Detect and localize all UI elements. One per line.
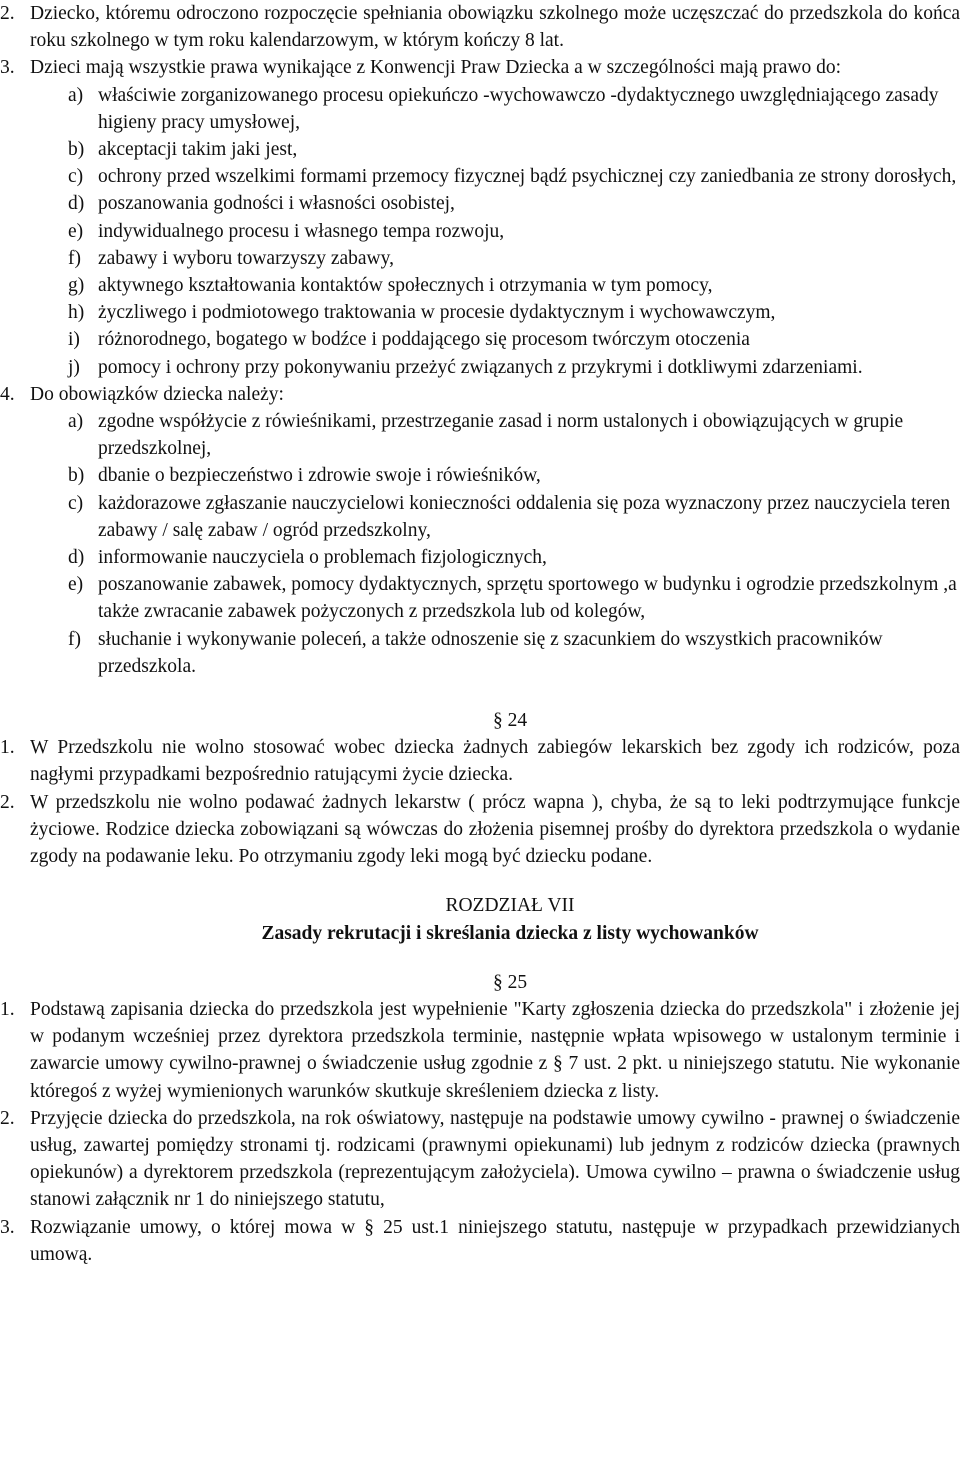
item-text: różnorodnego, bogatego w bodźce i poddającego się procesom twórczym otoczenia — [98, 329, 750, 351]
paragraph-text: Rozwiązanie umowy, o której mowa w § 25 ust.1 niniejszego statutu, następuje w przypadkach przewidzianych umową. — [30, 1216, 960, 1265]
item-text: zgodne współżycie z rówieśnikami, przestrzeganie zasad i norm ustalonych i obowiązujących w grupie przedszkolnej, — [98, 411, 904, 460]
section-24-paragraph-2 — [0, 789, 960, 871]
paragraph-number: 4. — [0, 383, 15, 405]
item-text: słuchanie i wykonywanie poleceń, a także odnoszenie się z szacunkiem do wszystkich pracowników przedszkola. — [98, 628, 883, 677]
section-symbol-25: § 25 — [492, 971, 528, 993]
list-item — [0, 490, 960, 544]
spacer — [0, 947, 960, 969]
paragraph-number: 3. — [0, 57, 15, 79]
item-letter: d) — [68, 547, 85, 569]
paragraph-text: Do obowiązków dziecka należy: — [30, 383, 284, 405]
paragraph-number: 2. — [0, 1107, 15, 1129]
list-item — [0, 408, 960, 462]
item-letter: g) — [68, 275, 85, 297]
list-item — [0, 462, 960, 489]
item-letter: f) — [68, 247, 81, 269]
paragraph-number: 3. — [0, 1216, 15, 1238]
item-letter: b) — [68, 139, 85, 161]
item-letter: b) — [68, 465, 85, 487]
list-item — [0, 272, 960, 299]
item-letter: e) — [68, 574, 84, 596]
chapter-number: ROZDZIAŁ VII — [445, 895, 575, 917]
list-item — [0, 245, 960, 272]
duties-list — [0, 408, 960, 680]
paragraph-text: Dziecko, któremu odroczono rozpoczęcie spełniania obowiązku szkolnego może uczęszczać do przedszkola do końca roku szkolnego w tym roku kalendarzowym, w którym kończy 8 lat. — [30, 3, 960, 52]
item-text: ochrony przed wszelkimi formami przemocy fizycznej bądź psychicznej czy zaniedbania ze strony dorosłych, — [98, 166, 957, 188]
item-letter: i) — [68, 329, 80, 351]
paragraph-text: Przyjęcie dziecka do przedszkola, na rok oświatowy, następuje na podstawie umowy cywilno - prawnej o świadczenie usług, zawartej pomiędzy stronami tj. rodzicami (prawnymi opiekunami) lub jednym z rodziców dziecka (prawnych opiekunów) a dyrektorem przedszkola (reprezentującym założyciela). Umowa cywilno – prawna o świadczenie usług stanowi załącznik nr 1 do niniejszego statutu, — [30, 1107, 960, 1211]
list-item — [0, 136, 960, 163]
list-item — [0, 218, 960, 245]
item-text: akceptacji takim jaki jest, — [98, 139, 298, 161]
list-item — [0, 354, 960, 381]
paragraph-text: W przedszkolu nie wolno podawać żadnych lekarstw ( prócz wapna ), chyba, że są to leki podtrzymujące funkcje życiowe. Rodzice dziecka zobowiązani są wówczas do złożenia pisemnej prośby do dyrektora przedszkola o wydanie zgody na podawanie leku. Po otrzymaniu zgody leki mogą być dziecku podane. — [30, 791, 960, 868]
item-text: poszanowania godności i własności osobistej, — [98, 193, 455, 215]
paragraph-text: W Przedszkolu nie wolno stosować wobec dziecka żadnych zabiegów lekarskich bez zgody ich rodziców, poza nagłymi przypadkami bezpośrednio ratującymi życie dziecka. — [30, 737, 960, 786]
item-text: pomocy i ochrony przy pokonywaniu przeżyć związanych z przykrymi i dotkliwymi zdarzeniami. — [98, 356, 863, 378]
item-text: każdorazowe zgłaszanie nauczycielowi konieczności oddalenia się poza wyznaczony przez nauczyciela teren zabawy / salę zabaw / ogród przedszkolny, — [98, 492, 951, 541]
item-letter: f) — [68, 628, 81, 650]
item-text: zabawy i wyboru towarzyszy zabawy, — [98, 247, 394, 269]
list-item — [0, 626, 960, 680]
item-letter: j) — [68, 356, 80, 378]
paragraph-number: 2. — [0, 791, 15, 813]
section-24-paragraph-1 — [0, 734, 960, 788]
rights-list — [0, 82, 960, 381]
list-item — [0, 544, 960, 571]
section-25-paragraph-1 — [0, 996, 960, 1105]
list-item — [0, 326, 960, 353]
item-letter: d) — [68, 193, 85, 215]
item-text: aktywnego kształtowania kontaktów społecznych i otrzymania w tym pomocy, — [98, 275, 713, 297]
paragraph-3 — [0, 54, 960, 81]
item-text: informowanie nauczyciela o problemach fizjologicznych, — [98, 547, 547, 569]
item-text: poszanowanie zabawek, pomocy dydaktycznych, sprzętu sportowego w budynku i ogrodzie przedszkolnym ,a także zwracanie zabawek pożyczonych z przedszkola lub od kolegów, — [98, 574, 957, 623]
list-item — [0, 571, 960, 625]
paragraph-4 — [0, 381, 960, 408]
list-item — [0, 190, 960, 217]
list-item — [0, 163, 960, 190]
spacer — [0, 870, 960, 892]
section-25-paragraph-2 — [0, 1105, 960, 1214]
item-letter: h) — [68, 302, 85, 324]
item-text: indywidualnego procesu i własnego tempa rozwoju, — [98, 220, 505, 242]
item-letter: a) — [68, 411, 84, 433]
item-text: dbanie o bezpieczeństwo i zdrowie swoje i rówieśników, — [98, 465, 541, 487]
paragraph-number: 1. — [0, 998, 15, 1020]
chapter-title: Zasady rekrutacji i skreślania dziecka z listy wychowanków — [261, 922, 759, 944]
paragraph-2 — [0, 0, 960, 54]
item-letter: c) — [68, 492, 84, 514]
paragraph-text: Dzieci mają wszystkie prawa wynikające z Konwencji Praw Dziecka a w szczególności mają prawo do: — [30, 57, 842, 79]
paragraph-number: 2. — [0, 3, 15, 24]
item-letter: e) — [68, 220, 84, 242]
section-25-paragraph-3 — [0, 1214, 960, 1268]
item-letter: a) — [68, 84, 84, 106]
item-text: właściwie zorganizowanego procesu opiekuńczo -wychowawczo -dydaktycznego uwzględniającego zasady higieny pracy umysłowej, — [98, 84, 939, 133]
item-letter: c) — [68, 166, 84, 188]
list-item — [0, 299, 960, 326]
paragraph-text: Podstawą zapisania dziecka do przedszkola jest wypełnienie "Karty zgłoszenia dziecka do przedszkola" i złożenie jej w podanym wcześniej przez dyrektora przedszkola terminie, następnie wpłata wpisowego w ustalonym terminie i zawarcie umowy cywilno-prawnej o świadczenie usług zgodnie z § 7 ust. 2 pkt. u niniejszego statutu. Nie wykonanie któregoś z wyżej wymienionych warunków skutkuje skreśleniem dziecka z listy. — [30, 998, 960, 1102]
section-symbol-24: § 24 — [492, 710, 528, 732]
list-item — [0, 82, 960, 136]
paragraph-number: 1. — [0, 737, 15, 759]
item-text: życzliwego i podmiotowego traktowania w procesie dydaktycznym i wychowawczym, — [98, 302, 776, 324]
spacer — [0, 680, 960, 707]
